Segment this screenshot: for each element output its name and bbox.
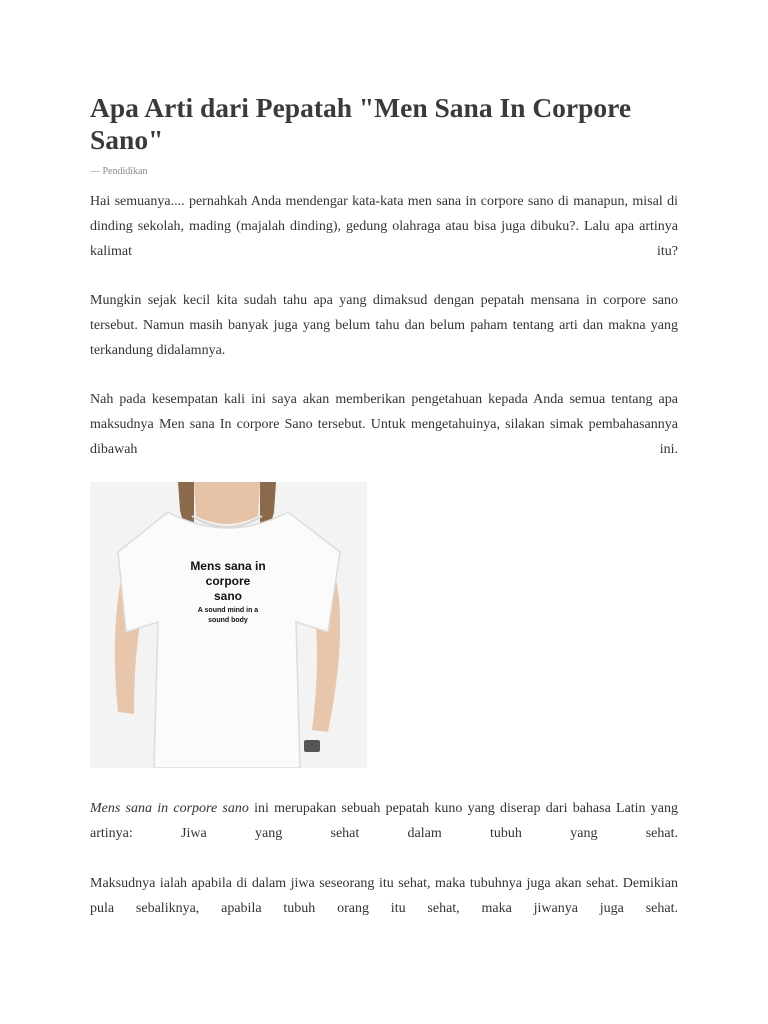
shirt-subtext-line-1: A sound mind in a: [197, 607, 259, 614]
shirt-text-line-3: sano: [213, 589, 243, 603]
tshirt-photo: [90, 482, 367, 768]
tshirt-illustration: [90, 482, 367, 768]
paragraph-meaning: [90, 796, 678, 846]
paragraph-intro: Hai semuanya.... pernahkah Anda mendengar kata-kata men sana in corpore sano di manapun, misal di dinding sekolah, mading (majalah dinding), gedung olahraga atau bisa juga dibuku?. Lalu apa artinya kalimat itu?: [90, 194, 678, 259]
paragraph-third: Nah pada kesempatan kali ini saya akan memberikan pengetahuan kepada Anda semua tentang apa maksudnya Men sana In corpore Sano tersebut. Untuk mengetahuinya, silakan simak pembahasannya dibawah ini.: [90, 392, 678, 457]
shirt-subtext-line-2: sound body: [208, 617, 248, 624]
shirt-text-line-2: corpore: [205, 574, 251, 588]
meaning-text: ini merupakan sebuah pepatah kuno yang diserap dari bahasa Latin yang artinya: Jiwa yang sehat dalam tubuh yang sehat.: [90, 801, 679, 841]
paragraph-second: Mungkin sejak kecil kita sudah tahu apa yang dimaksud dengan pepatah mensana in corpore sano tersebut. Namun masih banyak juga yang belum tahu dan belum paham tentang arti dan makna yang terkandung didalamnya.: [90, 293, 678, 358]
shirt-text-line-1: Mens sana in: [190, 559, 266, 573]
article-category: — Pendidikan: [90, 166, 148, 177]
latin-phrase: Mens sana in corpore sano: [90, 801, 249, 816]
article-title: Apa Arti dari Pepatah "Men Sana In Corpore Sano": [90, 92, 632, 155]
paragraph-explanation: Maksudnya ialah apabila di dalam jiwa seseorang itu sehat, maka tubuhnya juga akan sehat. Demikian pula sebaliknya, apabila tubuh orang itu sehat, maka jiwanya juga sehat.: [90, 876, 678, 916]
